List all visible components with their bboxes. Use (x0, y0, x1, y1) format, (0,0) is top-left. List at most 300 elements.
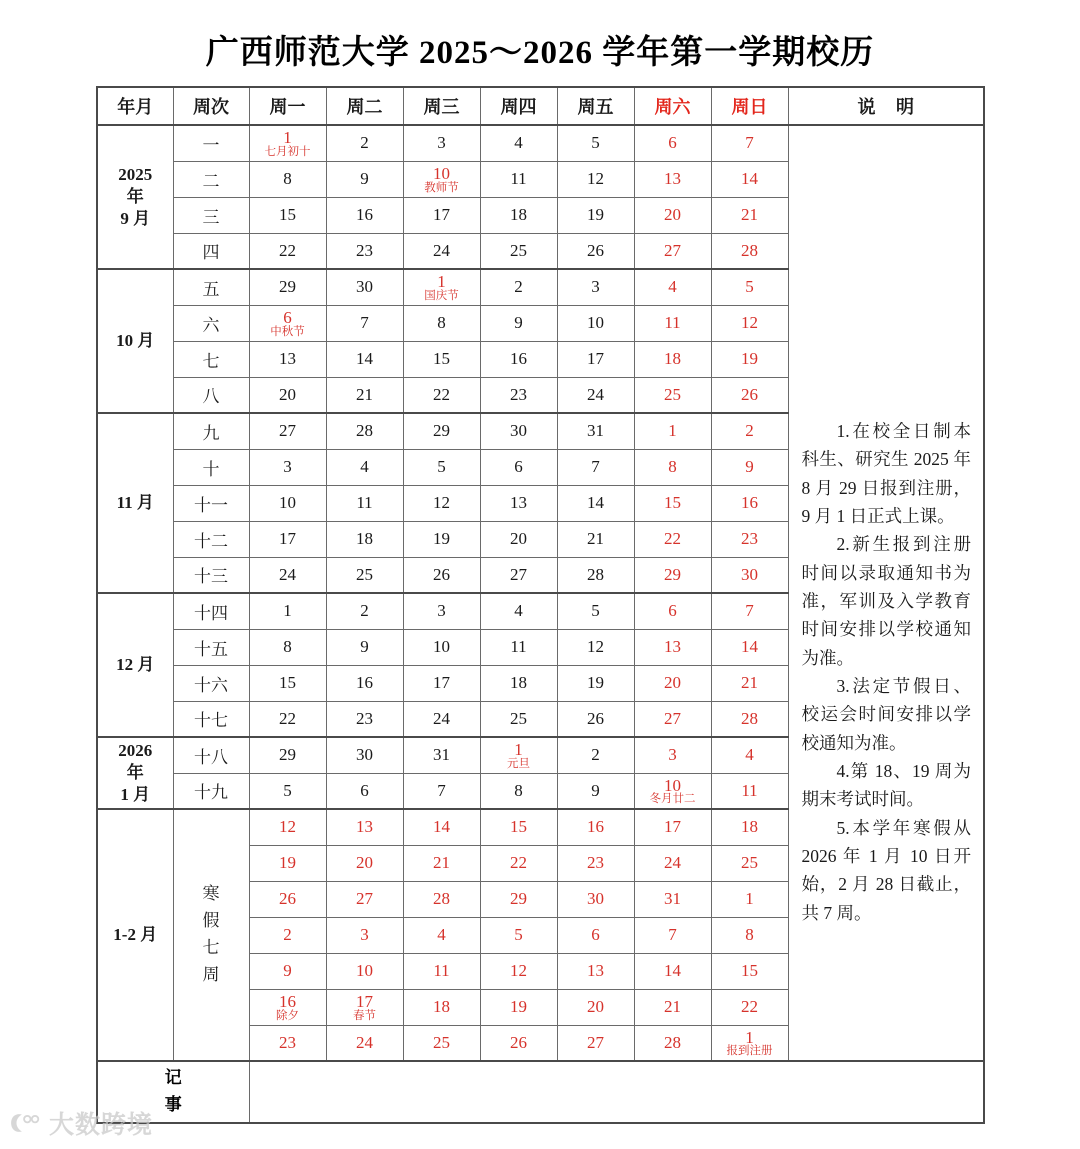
day-number: 19 (510, 997, 527, 1017)
day-cell (711, 377, 788, 413)
day-cell (403, 125, 480, 161)
day-cell (557, 341, 634, 377)
day-number: 4 (437, 925, 446, 945)
day-number: 5 (437, 457, 446, 477)
day-cell (711, 233, 788, 269)
day-number: 27 (587, 1032, 604, 1052)
day-cell (249, 773, 326, 809)
day-cell (249, 809, 326, 845)
day-number: 21 (356, 384, 373, 404)
day-number: 18 (741, 817, 758, 837)
table-header-row (97, 87, 984, 125)
day-number: 15 (510, 817, 527, 837)
day-cell (480, 737, 557, 773)
calendar-table-container (96, 86, 984, 1124)
day-cell (249, 305, 326, 341)
day-number: 26 (279, 889, 296, 909)
day-cell (557, 305, 634, 341)
month-label-line: 年 (126, 187, 144, 207)
notes-content (789, 255, 984, 931)
day-number: 2 (745, 421, 754, 441)
week-number-cell: 十 (173, 449, 249, 485)
day-cell (480, 521, 557, 557)
day-number: 30 (741, 564, 758, 584)
day-cell (403, 521, 480, 557)
day-cell (711, 701, 788, 737)
day-cell (249, 125, 326, 161)
day-cell (480, 593, 557, 629)
day-number: 9 (360, 169, 369, 189)
week-number-cell: 七 (173, 341, 249, 377)
day-number: 12 (510, 961, 527, 981)
day-cell (326, 449, 403, 485)
day-number: 8 (745, 925, 754, 945)
day-number: 28 (741, 240, 758, 260)
day-number: 4 (668, 277, 677, 297)
day-cell (557, 881, 634, 917)
header-notes: 说 明 (788, 87, 984, 125)
week-number-cell: 十三 (173, 557, 249, 593)
day-number: 13 (664, 637, 681, 657)
day-cell (557, 701, 634, 737)
day-cell (249, 485, 326, 521)
day-number: 31 (664, 889, 681, 909)
month-label-line: 9 月 (120, 208, 151, 228)
day-cell (480, 953, 557, 989)
day-number: 30 (587, 889, 604, 909)
day-cell (480, 773, 557, 809)
day-number: 9 (360, 637, 369, 657)
day-cell (249, 413, 326, 449)
day-cell (249, 701, 326, 737)
day-cell (326, 845, 403, 881)
day-cell (557, 1025, 634, 1061)
day-number: 20 (664, 673, 681, 693)
day-number: 25 (664, 384, 681, 404)
day-number: 26 (433, 564, 450, 584)
day-number: 20 (510, 529, 527, 549)
day-cell (326, 521, 403, 557)
day-cell (403, 449, 480, 485)
day-cell (480, 377, 557, 413)
day-number: 3 (591, 277, 600, 297)
day-number: 28 (741, 708, 758, 728)
day-number: 18 (356, 529, 373, 549)
day-cell (634, 269, 711, 305)
day-cell (326, 701, 403, 737)
day-cell (480, 161, 557, 197)
day-number: 31 (587, 421, 604, 441)
festival-label: 教师节 (424, 181, 459, 194)
day-cell (249, 449, 326, 485)
month-label-line: 2026 (118, 741, 153, 761)
day-number: 2 (591, 745, 600, 765)
day-cell (249, 629, 326, 665)
day-number: 29 (279, 745, 296, 765)
day-cell (557, 161, 634, 197)
day-number: 8 (283, 637, 292, 657)
week-number-cell: 八 (173, 377, 249, 413)
day-cell (326, 629, 403, 665)
day-cell (711, 737, 788, 773)
day-cell (711, 557, 788, 593)
day-cell (480, 989, 557, 1025)
remarks-label-cell (97, 1061, 249, 1123)
day-number: 7 (360, 313, 369, 333)
day-number: 3 (283, 457, 292, 477)
day-number: 10 (664, 775, 681, 795)
day-cell (480, 233, 557, 269)
day-cell (634, 485, 711, 521)
day-number: 18 (510, 673, 527, 693)
day-number: 17 (587, 349, 604, 369)
day-number: 9 (514, 313, 523, 333)
day-cell (403, 269, 480, 305)
month-label-line: 12 月 (116, 655, 155, 675)
day-number: 7 (591, 457, 600, 477)
day-cell (480, 701, 557, 737)
day-cell (634, 449, 711, 485)
day-cell (326, 197, 403, 233)
day-cell (557, 665, 634, 701)
day-number: 26 (741, 384, 758, 404)
day-number: 15 (741, 961, 758, 981)
day-number: 25 (510, 240, 527, 260)
day-number: 14 (741, 637, 758, 657)
day-cell (557, 449, 634, 485)
winter-break-label-cell (173, 809, 249, 1061)
day-number: 4 (514, 601, 523, 621)
day-cell (326, 269, 403, 305)
day-number: 27 (664, 708, 681, 728)
day-cell (480, 1025, 557, 1061)
day-number: 2 (514, 277, 523, 297)
winter-break-label-char: 七 (202, 938, 220, 957)
day-cell (480, 845, 557, 881)
day-number: 17 (664, 817, 681, 837)
day-number: 25 (356, 564, 373, 584)
day-cell (403, 773, 480, 809)
day-number: 11 (356, 493, 373, 513)
day-cell (634, 917, 711, 953)
day-number: 13 (510, 493, 527, 513)
page-title: 广西师范大学 2025～2026 学年第一学期校历 (205, 35, 875, 71)
day-number: 5 (591, 133, 600, 153)
day-cell (711, 269, 788, 305)
day-cell (480, 629, 557, 665)
day-cell (634, 737, 711, 773)
month-label-cell (97, 413, 173, 593)
day-cell (557, 269, 634, 305)
day-cell (711, 485, 788, 521)
day-number: 10 (356, 961, 373, 981)
day-number: 20 (356, 853, 373, 873)
day-cell (326, 125, 403, 161)
day-cell (634, 557, 711, 593)
note-item: 5.本学年寒假从 2026 年 1 月 10 日开始，2 月 28 日截止，共 7 周。 (801, 817, 971, 923)
day-cell (249, 557, 326, 593)
day-cell (249, 377, 326, 413)
festival-label: 报到注册 (726, 1045, 773, 1058)
header-tuesday: 周二 (326, 87, 403, 125)
day-number: 18 (433, 997, 450, 1017)
remarks-label-char: 记 (164, 1068, 182, 1088)
day-number: 9 (283, 961, 292, 981)
day-number: 11 (741, 780, 758, 800)
day-number: 25 (433, 1032, 450, 1052)
day-number: 3 (360, 925, 369, 945)
day-cell (403, 881, 480, 917)
day-cell (711, 305, 788, 341)
day-cell (249, 269, 326, 305)
day-cell (557, 377, 634, 413)
day-number: 15 (279, 673, 296, 693)
day-cell (711, 953, 788, 989)
day-number: 11 (510, 169, 527, 189)
festival-label: 春节 (353, 1009, 376, 1022)
day-number: 14 (356, 349, 373, 369)
day-cell (326, 665, 403, 701)
day-cell (480, 665, 557, 701)
day-cell (403, 953, 480, 989)
month-label-cell (97, 125, 173, 269)
day-number: 12 (433, 493, 450, 513)
day-number: 1 (283, 601, 292, 621)
day-cell (634, 125, 711, 161)
day-cell (403, 917, 480, 953)
month-label-cell (97, 593, 173, 737)
day-number: 19 (741, 349, 758, 369)
day-cell (249, 161, 326, 197)
day-number: 24 (587, 384, 604, 404)
festival-label: 七月初十 (264, 145, 311, 158)
day-cell (249, 917, 326, 953)
day-cell (557, 125, 634, 161)
day-number: 27 (356, 889, 373, 909)
day-number: 23 (510, 384, 527, 404)
day-number: 1 (745, 889, 754, 909)
day-cell (557, 809, 634, 845)
day-cell (480, 917, 557, 953)
day-cell (634, 197, 711, 233)
day-number: 28 (433, 889, 450, 909)
day-number: 18 (664, 349, 681, 369)
day-cell (403, 305, 480, 341)
day-number: 15 (279, 205, 296, 225)
day-number: 24 (433, 240, 450, 260)
day-cell (480, 269, 557, 305)
day-number: 8 (514, 780, 523, 800)
day-cell (249, 233, 326, 269)
day-cell (403, 593, 480, 629)
day-number: 16 (356, 673, 373, 693)
day-number: 30 (510, 421, 527, 441)
day-number: 16 (741, 493, 758, 513)
day-cell (480, 881, 557, 917)
day-number: 25 (510, 708, 527, 728)
day-number: 7 (745, 133, 754, 153)
day-number: 3 (668, 745, 677, 765)
header-monday: 周一 (249, 87, 326, 125)
day-number: 22 (664, 529, 681, 549)
header-wednesday: 周三 (403, 87, 480, 125)
day-number: 12 (587, 169, 604, 189)
day-cell (403, 161, 480, 197)
day-number: 5 (283, 780, 292, 800)
day-cell (403, 989, 480, 1025)
day-cell (711, 413, 788, 449)
day-cell (634, 593, 711, 629)
day-number: 7 (437, 780, 446, 800)
day-number: 2 (283, 925, 292, 945)
day-cell (634, 701, 711, 737)
day-cell (403, 377, 480, 413)
day-number: 9 (591, 780, 600, 800)
festival-label: 除夕 (276, 1009, 299, 1022)
day-cell (249, 953, 326, 989)
day-number: 23 (587, 853, 604, 873)
remarks-blank-area[interactable] (249, 1061, 984, 1123)
day-number: 21 (664, 997, 681, 1017)
day-number: 1 (745, 1027, 754, 1047)
week-number-cell: 一 (173, 125, 249, 161)
day-number: 26 (510, 1032, 527, 1052)
day-number: 23 (279, 1032, 296, 1052)
day-number: 22 (279, 240, 296, 260)
day-number: 2 (360, 601, 369, 621)
day-cell (249, 845, 326, 881)
day-number: 29 (279, 277, 296, 297)
day-number: 6 (514, 457, 523, 477)
month-label-line: 1 月 (120, 784, 151, 804)
day-cell (557, 233, 634, 269)
day-number: 22 (279, 708, 296, 728)
day-cell (326, 233, 403, 269)
day-number: 26 (587, 240, 604, 260)
day-number: 21 (741, 673, 758, 693)
day-cell (403, 233, 480, 269)
month-label-cell (97, 809, 173, 1061)
remarks-label-char: 事 (164, 1095, 182, 1114)
day-number: 19 (279, 853, 296, 873)
day-cell (326, 953, 403, 989)
week-number-cell: 十八 (173, 737, 249, 773)
day-number: 24 (279, 564, 296, 584)
day-cell (249, 341, 326, 377)
day-number: 11 (510, 637, 527, 657)
week-number-cell: 二 (173, 161, 249, 197)
day-cell (249, 881, 326, 917)
day-number: 21 (587, 529, 604, 549)
day-cell (326, 773, 403, 809)
day-cell (249, 197, 326, 233)
day-cell (557, 845, 634, 881)
day-number: 18 (510, 205, 527, 225)
day-number: 19 (433, 529, 450, 549)
day-number: 23 (356, 708, 373, 728)
day-cell (634, 881, 711, 917)
day-number: 29 (433, 421, 450, 441)
day-number: 31 (433, 745, 450, 765)
day-number: 27 (510, 564, 527, 584)
day-number: 30 (356, 277, 373, 297)
day-number: 20 (664, 205, 681, 225)
day-cell (480, 485, 557, 521)
month-label-line: 1-2 月 (113, 925, 158, 945)
day-cell (634, 377, 711, 413)
day-cell (634, 989, 711, 1025)
header-year-month: 年月 (97, 87, 173, 125)
day-number: 3 (437, 133, 446, 153)
day-cell (403, 557, 480, 593)
day-number: 15 (664, 493, 681, 513)
day-number: 26 (587, 708, 604, 728)
day-cell (711, 845, 788, 881)
day-cell (249, 989, 326, 1025)
week-number-cell: 三 (173, 197, 249, 233)
day-number: 25 (741, 853, 758, 873)
day-cell (557, 521, 634, 557)
month-label-line: 2025 (118, 165, 153, 185)
day-cell (403, 413, 480, 449)
day-number: 13 (279, 349, 296, 369)
day-cell (634, 845, 711, 881)
day-number: 10 (587, 313, 604, 333)
day-cell (711, 629, 788, 665)
day-number: 6 (668, 133, 677, 153)
day-cell (403, 845, 480, 881)
day-number: 7 (668, 925, 677, 945)
day-cell (326, 593, 403, 629)
day-number: 1 (514, 740, 523, 760)
day-cell (480, 449, 557, 485)
day-number: 22 (510, 853, 527, 873)
day-cell (480, 809, 557, 845)
day-number: 2 (360, 133, 369, 153)
header-thursday: 周四 (480, 87, 557, 125)
day-cell (480, 341, 557, 377)
day-number: 20 (279, 384, 296, 404)
day-cell (326, 341, 403, 377)
day-number: 9 (745, 457, 754, 477)
day-cell (634, 305, 711, 341)
day-cell (326, 737, 403, 773)
day-cell (557, 953, 634, 989)
day-cell (480, 413, 557, 449)
day-cell (326, 1025, 403, 1061)
week-number-cell: 六 (173, 305, 249, 341)
day-number: 5 (591, 601, 600, 621)
week-row (97, 125, 984, 161)
day-cell (557, 197, 634, 233)
day-cell (634, 413, 711, 449)
day-number: 4 (360, 457, 369, 477)
day-cell (557, 593, 634, 629)
day-number: 16 (587, 817, 604, 837)
day-number: 6 (668, 601, 677, 621)
week-number-cell: 十九 (173, 773, 249, 809)
day-number: 17 (279, 529, 296, 549)
day-cell (326, 305, 403, 341)
day-number: 29 (510, 889, 527, 909)
watermark-text: 大数跨境 (49, 1112, 154, 1139)
day-cell (403, 665, 480, 701)
remarks-row (97, 1061, 984, 1123)
academic-calendar-table (96, 86, 985, 1124)
day-number: 27 (664, 240, 681, 260)
day-number: 10 (433, 164, 450, 184)
day-number: 11 (433, 961, 450, 981)
